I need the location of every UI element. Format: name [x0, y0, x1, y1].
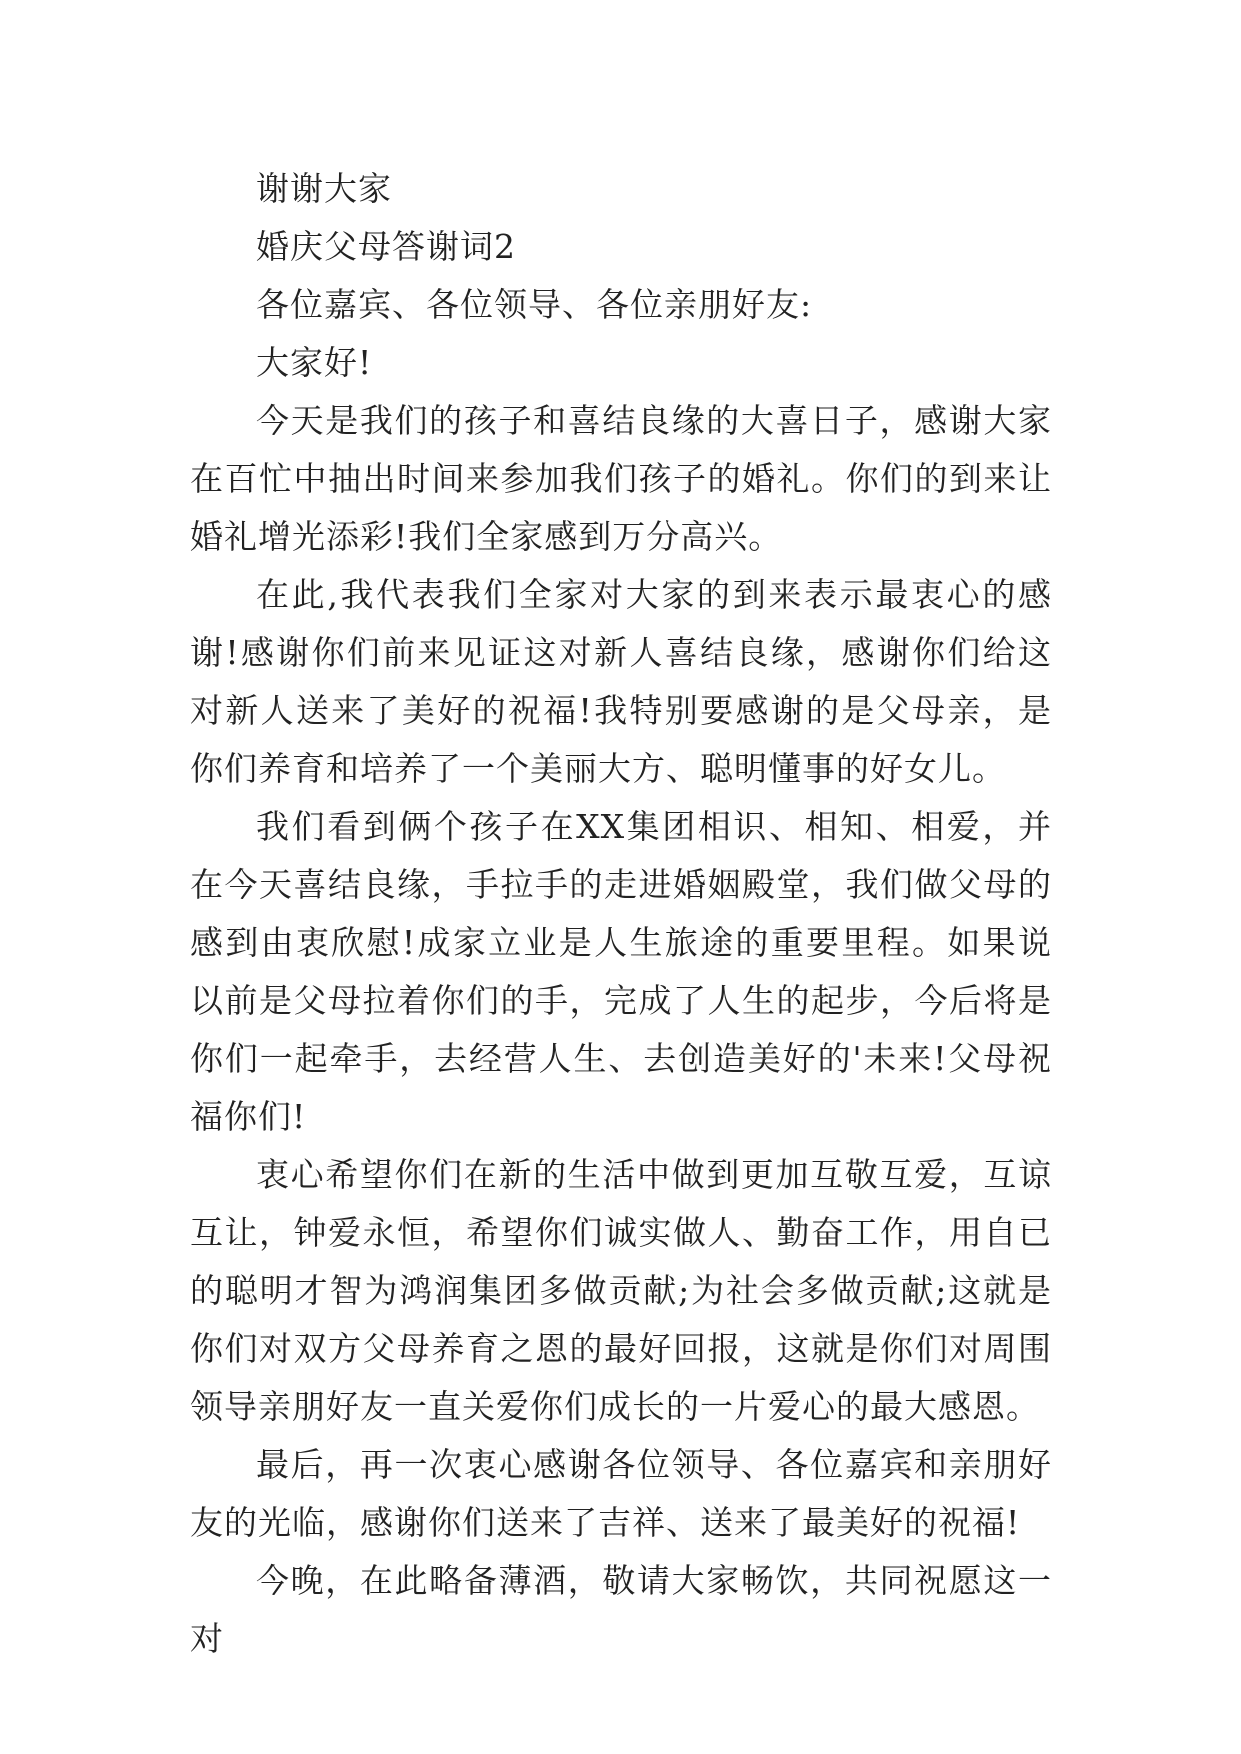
closing-thanks-line: 谢谢大家	[256, 169, 392, 208]
body-paragraph: 在此,我代表我们全家对大家的到来表示最衷心的感谢!感谢你们前来见证这对新人喜结良缘，感谢你们给这对新人送来了美好的祝福!我特别要感谢的是父母亲，是你们养育和培养了一个美丽大方、聪明懂事的好女儿。	[190, 575, 1052, 788]
body-paragraph: 今晚，在此略备薄酒，敬请大家畅饮，共同祝愿这一对	[190, 1561, 1052, 1658]
body-paragraph: 最后，再一次衷心感谢各位领导、各位嘉宾和亲朋好友的光临，感谢你们送来了吉祥、送来了最美好的祝福!	[190, 1445, 1052, 1542]
body-paragraph: 今天是我们的孩子和喜结良缘的大喜日子，感谢大家在百忙中抽出时间来参加我们孩子的婚礼。你们的到来让婚礼增光添彩!我们全家感到万分高兴。	[190, 401, 1052, 556]
body-paragraph: 我们看到俩个孩子在XX集团相识、相知、相爱，并在今天喜结良缘，手拉手的走进婚姻殿堂，我们做父母的感到由衷欣慰!成家立业是人生旅途的重要里程。如果说以前是父母拉着你们的手，完成了人生的起步，今后将是你们一起牵手，去经营人生、去创造美好的'未来!父母祝福你们!	[190, 807, 1052, 1136]
greeting: 大家好!	[256, 343, 373, 382]
body-paragraph: 衷心希望你们在新的生活中做到更加互敬互爱，互谅互让，钟爱永恒，希望你们诚实做人、勤奋工作，用自已的聪明才智为鸿润集团多做贡献;为社会多做贡献;这就是你们对双方父母养育之恩的最好回报，这就是你们对周围领导亲朋好友一直关爱你们成长的一片爱心的最大感恩。	[190, 1155, 1052, 1426]
section-title: 婚庆父母答谢词2	[256, 227, 516, 266]
salutation: 各位嘉宾、各位领导、各位亲朋好友:	[256, 285, 813, 324]
document-body	[190, 160, 1052, 1668]
